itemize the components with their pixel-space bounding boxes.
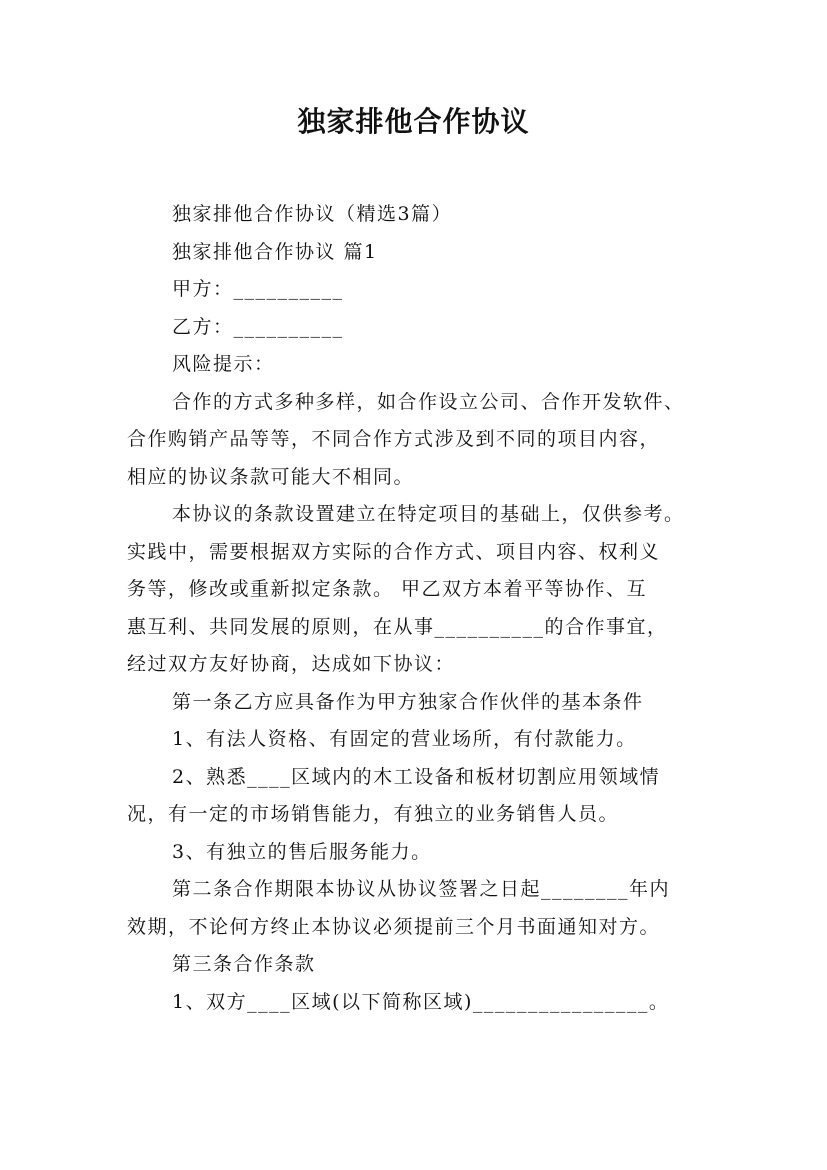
document-body (127, 196, 712, 1021)
text-line: 惠互利、共同发展的原则，在从事__________的合作事宜， (127, 615, 668, 638)
text-line: 合作购销产品等等，不同合作方式涉及到不同的项目内容， (127, 428, 661, 450)
text-line: 第一条乙方应具备作为甲方独家合作伙伴的基本条件 (172, 690, 644, 713)
text-line: 况，有一定的市场销售能力，有独立的业务销售人员。 (127, 803, 620, 825)
text-line: 甲方：__________ (172, 278, 344, 300)
text-line: 2、熟悉____区域内的木工设备和板材切割应用领域情 (172, 765, 661, 788)
text-line: 乙方：__________ (172, 315, 344, 338)
text-line: 第三条合作条款 (172, 953, 316, 975)
text-line: 效期，不论何方终止本协议必须提前三个月书面通知对方。 (127, 915, 661, 938)
text-line: 经过双方友好协商，达成如下协议： (127, 653, 456, 675)
text-line: 独家排他合作协议（精选3篇） (172, 203, 453, 225)
text-line: 独家排他合作协议 篇1 (172, 240, 378, 263)
text-line: 务等，修改或重新拟定条款。 甲乙双方本着平等协作、互 (127, 578, 648, 600)
text-line: 合作的方式多种多样，如合作设立公司、合作开发软件、 (172, 390, 685, 413)
text-line: 3、有独立的售后服务能力。 (172, 840, 432, 863)
document-title: 独家排他合作协议 (297, 105, 530, 138)
text-line: 第二条合作期限本协议从协议签署之日起________年内 (172, 878, 671, 900)
text-line: 风险提示： (172, 353, 275, 375)
text-line: 实践中，需要根据双方实际的合作方式、项目内容、权利义 (127, 540, 661, 563)
text-line: 相应的协议条款可能大不相同。 (127, 465, 415, 488)
text-line: 1、有法人资格、有固定的营业场所，有付款能力。 (172, 728, 637, 750)
text-line: 本协议的条款设置建立在特定项目的基础上，仅供参考。 (172, 503, 685, 525)
text-line: 1、双方____区域(以下简称区域)________________。 (172, 990, 670, 1013)
